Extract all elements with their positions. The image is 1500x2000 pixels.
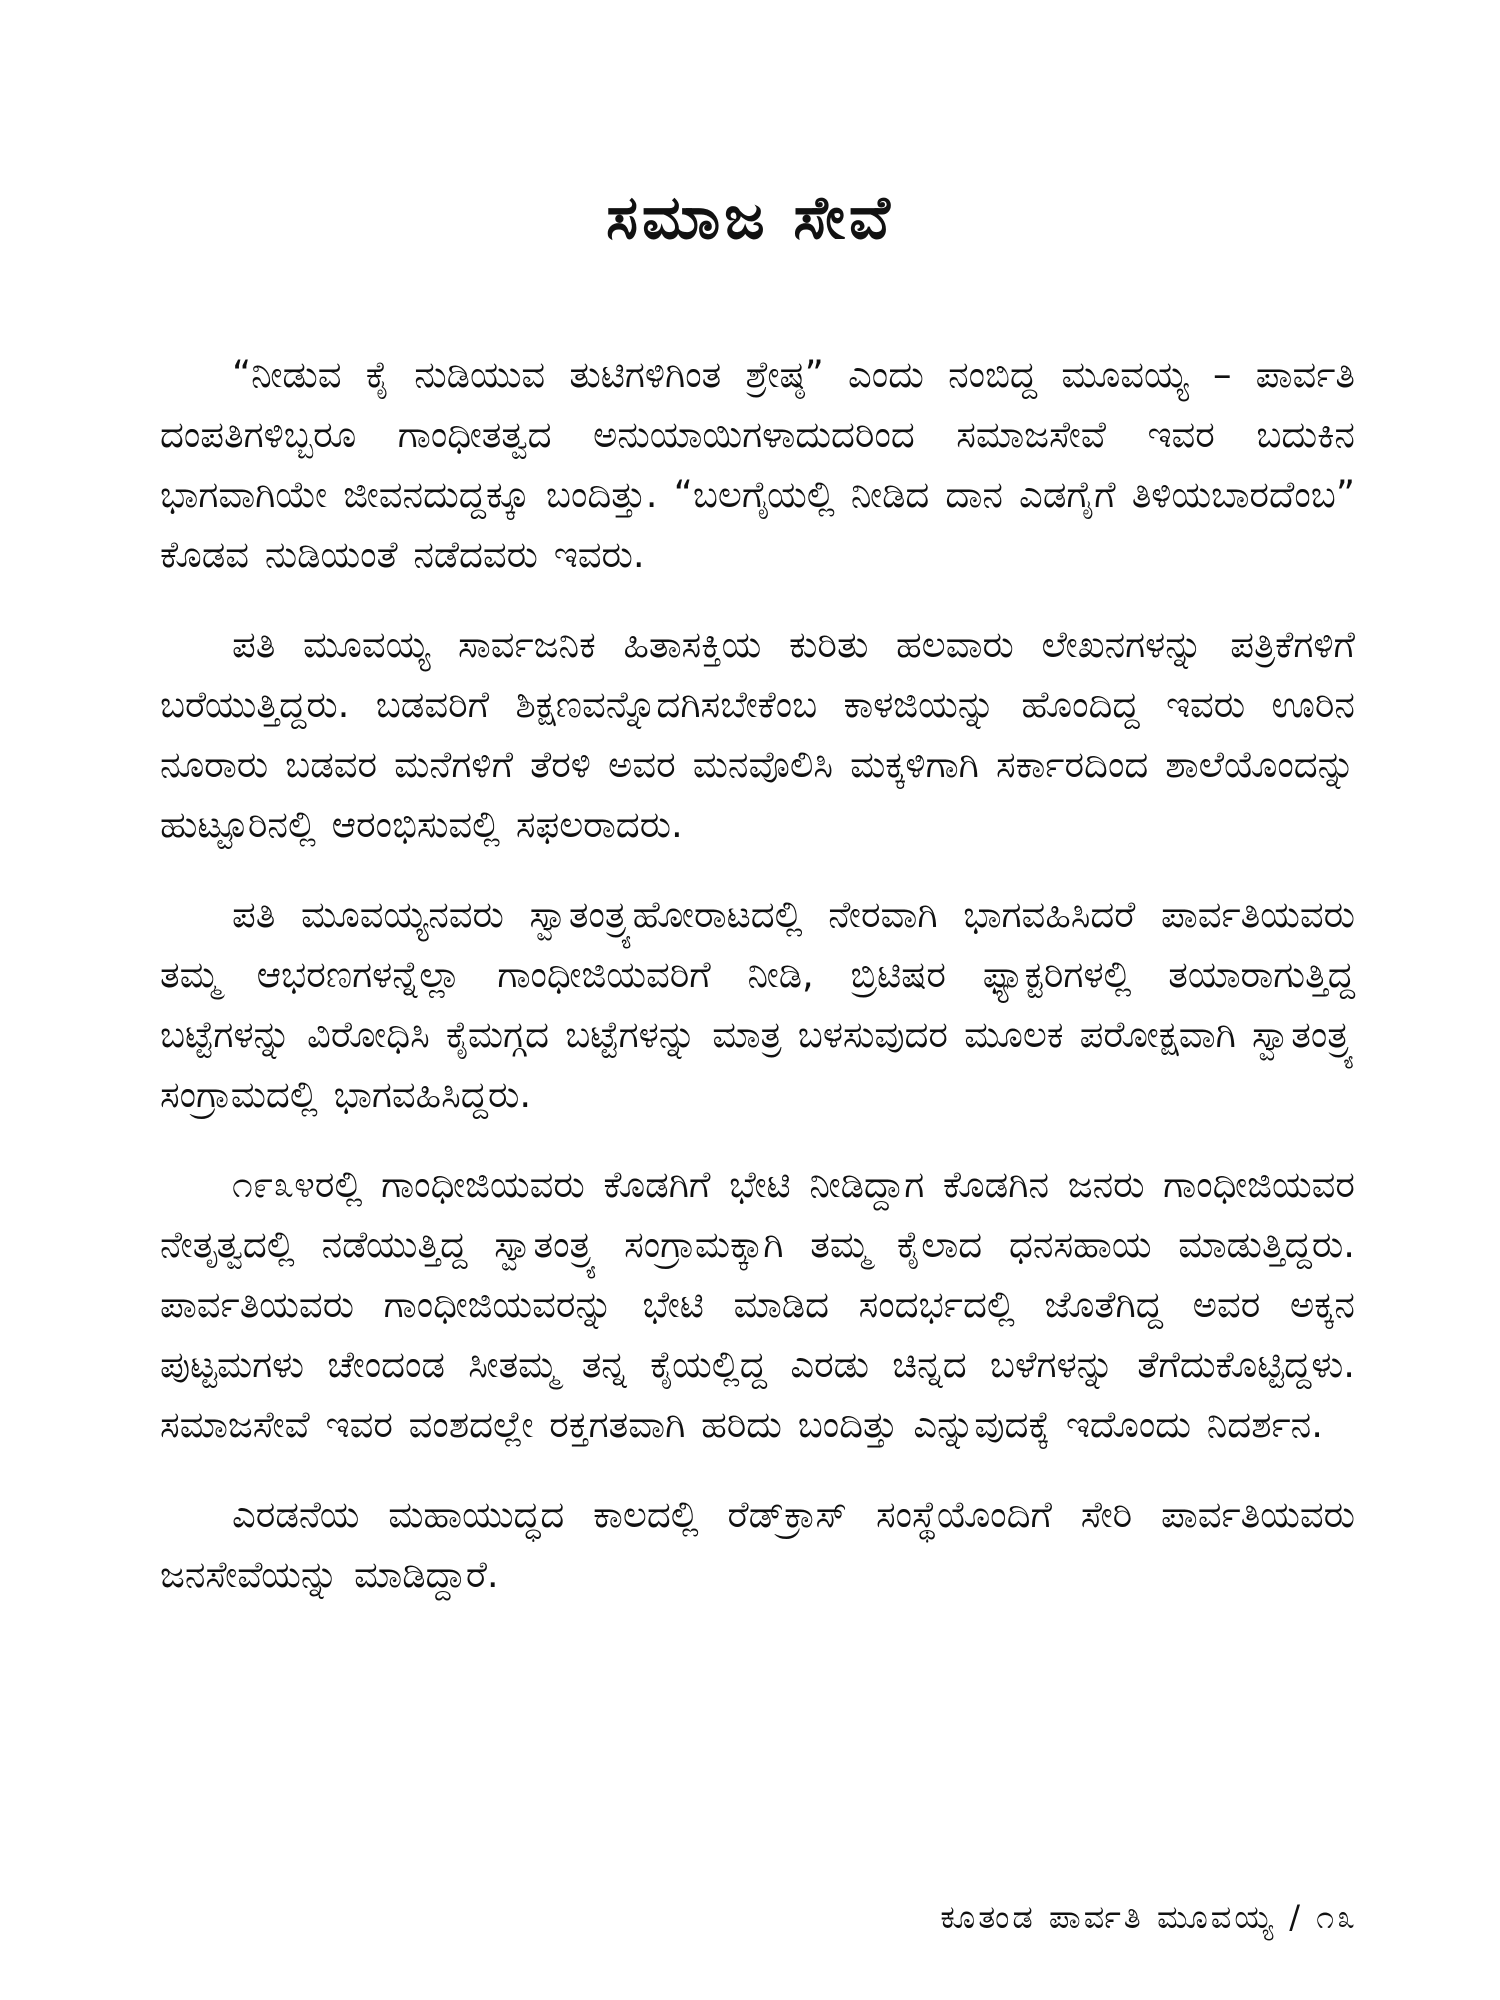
chapter-title: ಸಮಾಜ ಸೇವೆ — [606, 183, 894, 253]
paragraph-3: ಪತಿ ಮೂವಯ್ಯನವರು ಸ್ವಾತಂತ್ರ್ಯಹೋರಾಟದಲ್ಲಿ ನೇರವಾಗಿ ಭಾಗವಹಿಸಿದರೆ ಪಾರ್ವತಿಯವರು ತಮ್ಮ ಆಭರಣಗಳನ್ನೆಲ್ಲಾ ಗಾಂಧೀಜಿಯವರಿಗೆ ನೀಡಿ, ಬ್ರಿಟಿಷರ ಫ್ಯಾಕ್ಟರಿಗಳಲ್ಲಿ ತಯಾರಾಗುತ್ತಿದ್ದ ಬಟ್ಟೆಗಳನ್ನು ವಿರೋಧಿಸಿ ಕೈಮಗ್ಗದ ಬಟ್ಟೆಗಳನ್ನು ಮಾತ್ರ ಬಳಸುವುದರ ಮೂಲಕ ಪರೋಕ್ಷವಾಗಿ ಸ್ವಾತಂತ್ರ್ಯ ಸಂಗ್ರಾಮದಲ್ಲಿ ಭಾಗವಹಿಸಿದ್ದರು. — [160, 893, 1355, 1116]
paragraph-2: ಪತಿ ಮೂವಯ್ಯ ಸಾರ್ವಜನಿಕ ಹಿತಾಸಕ್ತಿಯ ಕುರಿತು ಹಲವಾರು ಲೇಖನಗಳನ್ನು ಪತ್ರಿಕೆಗಳಿಗೆ ಬರೆಯುತ್ತಿದ್ದರು. ಬಡವರಿಗೆ ಶಿಕ್ಷಣವನ್ನೊದಗಿಸಬೇಕೆಂಬ ಕಾಳಜಿಯನ್ನು ಹೊಂದಿದ್ದ ಇವರು ಊರಿನ ನೂರಾರು ಬಡವರ ಮನೆಗಳಿಗೆ ತೆರಳಿ ಅವರ ಮನವೊಲಿಸಿ ಮಕ್ಕಳಿಗಾಗಿ ಸರ್ಕಾರದಿಂದ ಶಾಲೆಯೊಂದನ್ನು ಹುಟ್ಟೂರಿನಲ್ಲಿ ಆರಂಭಿಸುವಲ್ಲಿ ಸಫಲರಾದರು. — [160, 623, 1355, 846]
paragraph-1: “ನೀಡುವ ಕೈ ನುಡಿಯುವ ತುಟಿಗಳಿಗಿಂತ ಶ್ರೇಷ್ಠ” ಎಂದು ನಂಬಿದ್ದ ಮೂವಯ್ಯ – ಪಾರ್ವತಿ ದಂಪತಿಗಳಿಬ್ಬರೂ ಗಾಂಧೀತತ್ವದ ಅನುಯಾಯಿಗಳಾದುದರಿಂದ ಸಮಾಜಸೇವೆ ಇವರ ಬದುಕಿನ ಭಾಗವಾಗಿಯೇ ಜೀವನದುದ್ದಕ್ಕೂ ಬಂದಿತ್ತು. “ಬಲಗೈಯಲ್ಲಿ ನೀಡಿದ ದಾನ ಎಡಗೈಗೆ ತಿಳಿಯಬಾರದೆಂಬ” ಕೊಡವ ನುಡಿಯಂತೆ ನಡೆದವರು ಇವರು. — [160, 353, 1355, 576]
body-text — [160, 345, 1355, 1635]
paragraph-4: ೧೯೩೪ರಲ್ಲಿ ಗಾಂಧೀಜಿಯವರು ಕೊಡಗಿಗೆ ಭೇಟಿ ನೀಡಿದ್ದಾಗ ಕೊಡಗಿನ ಜನರು ಗಾಂಧೀಜಿಯವರ ನೇತೃತ್ವದಲ್ಲಿ ನಡೆಯುತ್ತಿದ್ದ ಸ್ವಾತಂತ್ರ್ಯ ಸಂಗ್ರಾಮಕ್ಕಾಗಿ ತಮ್ಮ ಕೈಲಾದ ಧನಸಹಾಯ ಮಾಡುತ್ತಿದ್ದರು. ಪಾರ್ವತಿಯವರು ಗಾಂಧೀಜಿಯವರನ್ನು ಭೇಟಿ ಮಾಡಿದ ಸಂದರ್ಭದಲ್ಲಿ ಜೊತೆಗಿದ್ದ ಅವರ ಅಕ್ಕನ ಪುಟ್ಟಮಗಳು ಚೇಂದಂಡ ಸೀತಮ್ಮ ತನ್ನ ಕೈಯಲ್ಲಿದ್ದ ಎರಡು ಚಿನ್ನದ ಬಳೆಗಳನ್ನು ತೆಗೆದುಕೊಟ್ಟಿದ್ದಳು. ಸಮಾಜಸೇವೆ ಇವರ ವಂಶದಲ್ಲೇ ರಕ್ತಗತವಾಗಿ ಹರಿದು ಬಂದಿತ್ತು ಎನ್ನುವುದಕ್ಕೆ ಇದೊಂದು ನಿದರ್ಶನ. — [160, 1163, 1355, 1446]
page-footer-running-head: ಕೂತಂಡ ಪಾರ್ವತಿ ಮೂವಯ್ಯ / ೧೩ — [940, 1898, 1358, 1936]
paragraph-5: ಎರಡನೆಯ ಮಹಾಯುದ್ಧದ ಕಾಲದಲ್ಲಿ ರೆಡ್‌ಕ್ರಾಸ್ ಸಂಸ್ಥೆಯೊಂದಿಗೆ ಸೇರಿ ಪಾರ್ವತಿಯವರು ಜನಸೇವೆಯನ್ನು ಮಾಡಿದ್ದಾರೆ. — [160, 1493, 1355, 1596]
